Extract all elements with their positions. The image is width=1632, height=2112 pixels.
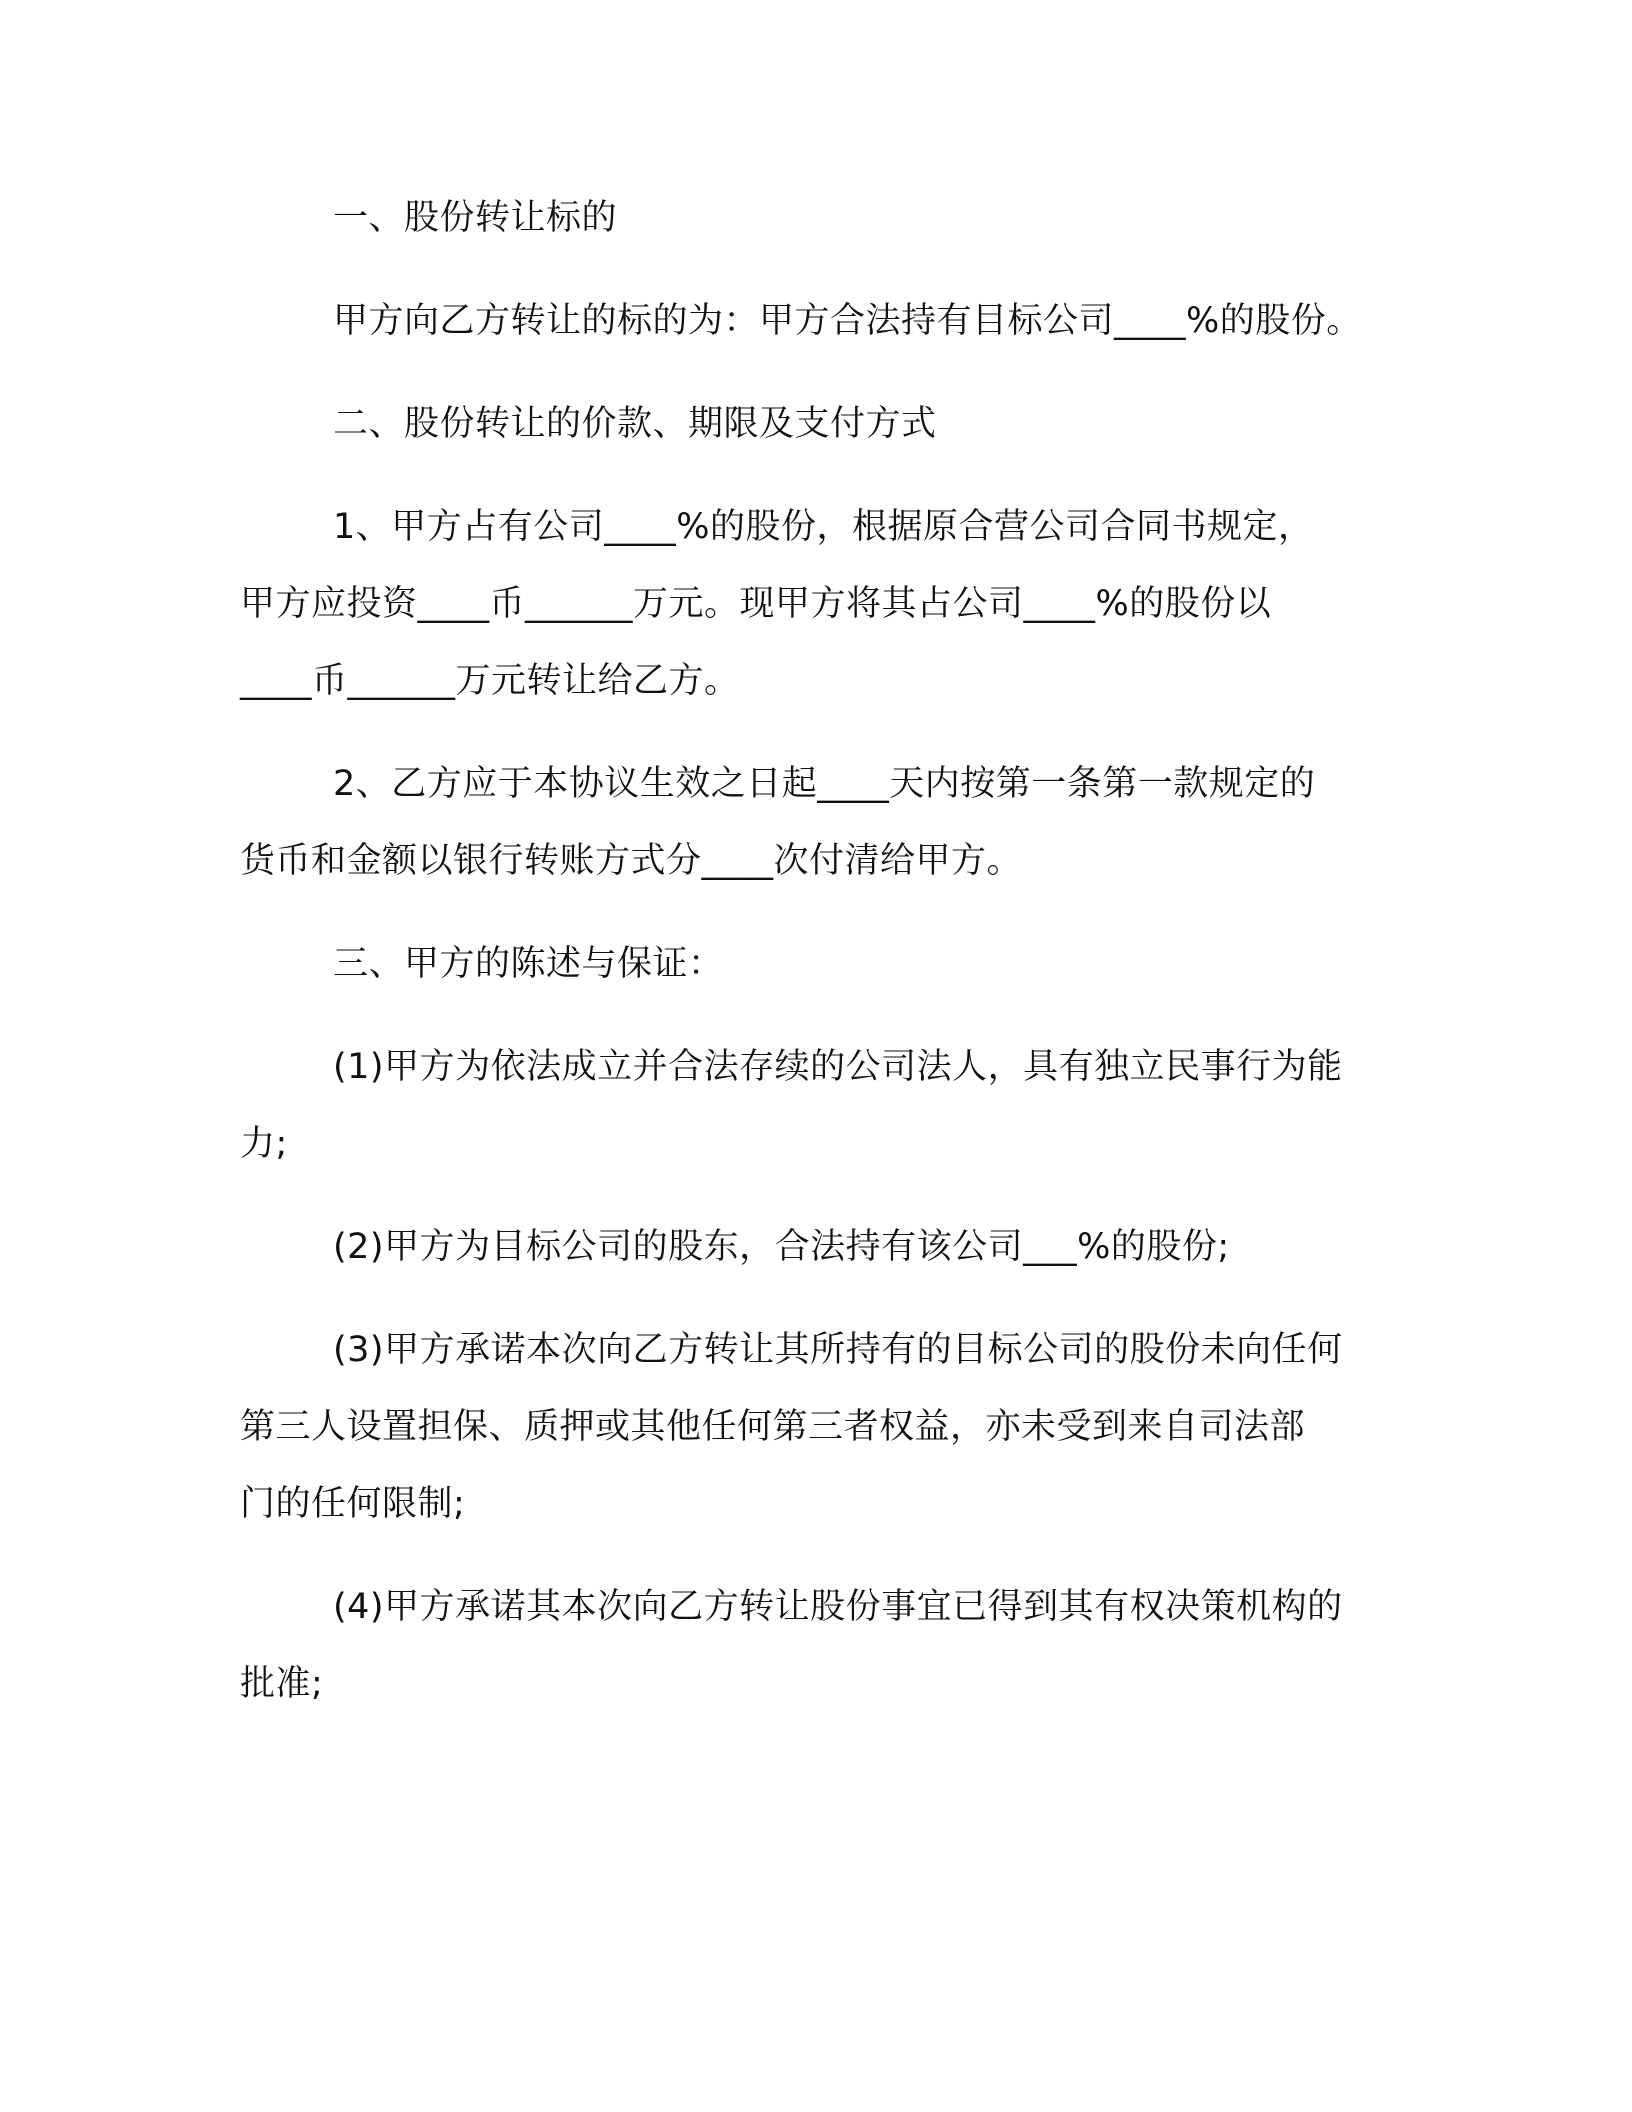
paragraph-line: 1、甲方占有公司____%的股份，根据原合营公司合同书规定， bbox=[333, 507, 1314, 547]
section-heading-2: 二、股份转让的价款、期限及支付方式 bbox=[333, 404, 937, 444]
paragraph-line: 甲方应投资____币______万元。现甲方将其占公司____%的股份以 bbox=[240, 584, 1272, 624]
paragraph-line: 门的任何限制; bbox=[240, 1484, 466, 1524]
paragraph-line: 甲方向乙方转让的标的为：甲方合法持有目标公司____%的股份。 bbox=[333, 301, 1362, 341]
paragraph-line: (3)甲方承诺本次向乙方转让其所持有的目标公司的股份未向任何 bbox=[333, 1330, 1343, 1370]
paragraph-line: 2、乙方应于本协议生效之日起____天内按第一条第一款规定的 bbox=[333, 764, 1316, 804]
paragraph-line: 货币和金额以银行转账方式分____次付清给甲方。 bbox=[240, 841, 1023, 881]
section-heading-1: 一、股份转让标的 bbox=[333, 198, 618, 238]
paragraph-line: 第三人设置担保、质押或其他任何第三者权益，亦未受到来自司法部 bbox=[240, 1407, 1306, 1447]
paragraph-line: 力; bbox=[240, 1124, 288, 1164]
section-heading-3: 三、甲方的陈述与保证： bbox=[333, 944, 724, 984]
paragraph-line: (4)甲方承诺其本次向乙方转让股份事宜已得到其有权决策机构的 bbox=[333, 1587, 1343, 1627]
paragraph-line: ____币______万元转让给乙方。 bbox=[240, 661, 740, 701]
paragraph-line: 批准; bbox=[240, 1664, 324, 1704]
paragraph-line: (2)甲方为目标公司的股东，合法持有该公司___%的股份; bbox=[333, 1227, 1230, 1267]
paragraph-line: (1)甲方为依法成立并合法存续的公司法人，具有独立民事行为能 bbox=[333, 1047, 1343, 1087]
